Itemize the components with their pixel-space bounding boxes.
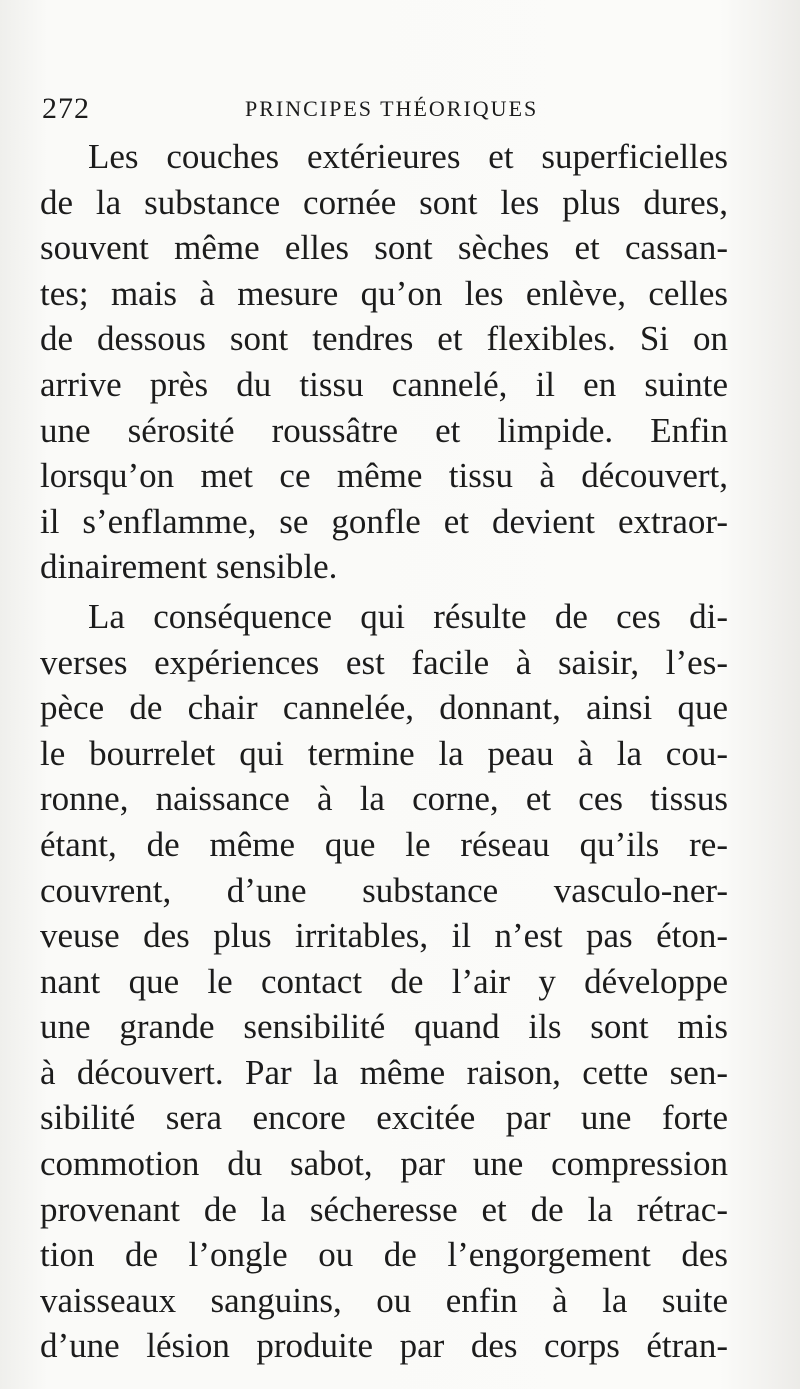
text-line: sibilité sera encore excitée par une forte <box>40 1098 728 1138</box>
text-line: à découvert. Par la même raison, cette sen- <box>40 1052 728 1092</box>
text-line: arrive près du tissu cannelé, il en suinte <box>40 364 728 404</box>
text-line: tion de l’ongle ou de l’engorgement des <box>40 1235 728 1275</box>
text-line: d’une lésion produite par des corps étran- <box>40 1326 728 1366</box>
text-line: commotion du sabot, par une compression <box>40 1144 728 1184</box>
text-line: veuse des plus irritables, il n’est pas éton- <box>40 916 728 956</box>
text-line: une sérosité roussâtre et limpide. Enfin <box>40 410 728 450</box>
text-line: souvent même elles sont sèches et cassan- <box>40 228 728 268</box>
text-line: de dessous sont tendres et flexibles. Si on <box>40 319 728 359</box>
text-line: nant que le contact de l’air y développe <box>40 961 728 1001</box>
text-line: ronne, naissance à la corne, et ces tissus <box>40 779 728 819</box>
text-line: tes; mais à mesure qu’on les enlève, celles <box>40 273 728 313</box>
text-line: étant, de même que le réseau qu’ils re- <box>40 824 728 864</box>
paragraph-2 <box>40 594 728 1369</box>
text-line: une grande sensibilité quand ils sont mis <box>40 1007 728 1047</box>
text-line: pèce de chair cannelée, donnant, ainsi que <box>40 688 728 728</box>
text-body <box>40 134 728 1369</box>
paragraph-1 <box>40 134 728 590</box>
text-line: dinairement sensible. <box>40 547 338 587</box>
text-line: de la substance cornée sont les plus dures, <box>40 182 728 222</box>
text-line: couvrent, d’une substance vasculo-ner- <box>40 870 728 910</box>
text-line: le bourrelet qui termine la peau à la cou- <box>40 733 728 773</box>
text-line: verses expériences est facile à saisir, l’es- <box>40 642 728 682</box>
text-line: il s’enflamme, se gonfle et devient extraor- <box>40 501 728 541</box>
page-number: 272 <box>42 92 90 125</box>
running-head: PRINCIPES THÉORIQUES <box>245 96 539 121</box>
text-line: provenant de la sécheresse et de la rétrac- <box>40 1189 728 1229</box>
text-line: Les couches extérieures et superficielles <box>88 137 728 176</box>
text-line: vaisseaux sanguins, ou enfin à la suite <box>40 1280 728 1320</box>
text-line: lorsqu’on met ce même tissu à découvert, <box>40 456 728 496</box>
text-line: La conséquence qui résulte de ces di- <box>88 596 728 636</box>
page-header <box>40 92 760 132</box>
